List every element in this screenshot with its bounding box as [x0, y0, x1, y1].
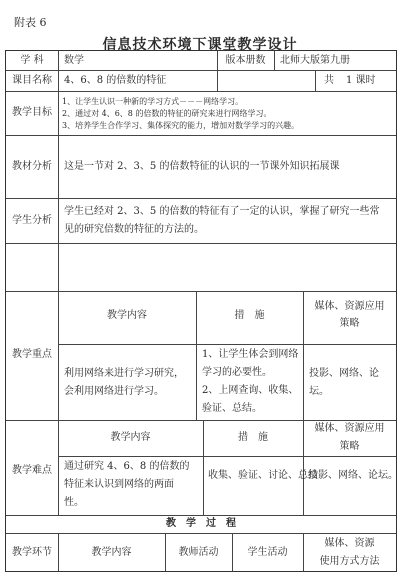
process-col-teacher: 教师活动	[178, 547, 219, 558]
lesson-design-table	[5, 50, 397, 572]
process-col-student: 学生活动	[247, 547, 288, 558]
key-col-measures: 措 施	[234, 310, 265, 321]
key-content: 利用网络来进行学习研究，	[64, 368, 184, 379]
diff-col-content: 教学内容	[110, 432, 151, 443]
key-media: 投影、网络、论	[309, 368, 379, 379]
process-col-media: 媒体、资源	[324, 538, 375, 549]
diff-measures: 收集、验证、讨论、总结	[208, 470, 318, 481]
diff-col-media: 策略	[339, 441, 360, 452]
goal-item: 3、培养学生合作学习、集体探究的能力，增加对数学学习的兴趣。	[62, 121, 300, 130]
key-measure: 1、让学生体会到网络	[202, 349, 299, 360]
difficulties-label: 教学难点	[12, 465, 52, 476]
diff-content: 通过研究 4、6、8 的倍数的	[64, 461, 190, 472]
edition-value: 北师大版第九册	[280, 55, 350, 66]
key-col-media: 媒体、资源应用	[314, 301, 385, 312]
edition-label: 版本册数	[225, 55, 266, 66]
document-title: 信息技术环境下课堂教学设计	[102, 37, 298, 53]
process-title: 教 学 过 程	[166, 518, 236, 529]
material-label: 教材分析	[12, 161, 52, 172]
process-col-media: 使用方式方法	[319, 556, 380, 567]
key-measure: 学习的必要性。	[202, 367, 272, 378]
subject-label: 学 科	[20, 55, 44, 66]
lesson-value: 4、6、8 的倍数的特征	[64, 75, 167, 86]
hours-label: 共	[324, 75, 334, 86]
hours-value: 1 课时	[346, 75, 376, 86]
diff-content: 特征来认识到网络的两面	[64, 479, 174, 490]
goals-label: 教学目标	[12, 107, 52, 118]
process-col-content: 教学内容	[91, 547, 132, 558]
subject-value: 数学	[64, 55, 84, 66]
student-label: 学生分析	[12, 215, 52, 226]
key-measure: 2、上网查询、收集、	[202, 385, 299, 396]
lesson-label: 课目名称	[12, 75, 52, 86]
goal-item: 2、通过对 4、6、8 的倍数的特征的研究来进行网络学习。	[62, 109, 272, 118]
material-text: 这是一节对 2、3、5 的倍数特征的认识的一节课外知识拓展课	[64, 161, 340, 172]
diff-content: 性。	[64, 497, 84, 508]
key-content: 会利用网络进行学习。	[64, 386, 164, 397]
goal-item: 1、让学生认识一种新的学习方式－－－网络学习。	[62, 97, 244, 106]
student-text: 学生已经对 2、3、5 的倍数的特征有了一定的认识，掌握了研究一些常	[64, 206, 380, 217]
diff-col-media: 媒体、资源应用	[314, 423, 385, 434]
key-col-content: 教学内容	[107, 310, 147, 321]
diff-col-measures: 措 施	[238, 432, 268, 443]
key-col-media: 策略	[339, 318, 360, 329]
key-measure: 验证、总结。	[202, 403, 262, 414]
student-text: 见的研究倍数的特征的方法的。	[64, 224, 204, 235]
diff-media: 投影、网络、论坛。	[308, 470, 398, 481]
key-points-label: 教学重点	[12, 349, 52, 360]
process-col-stage: 教学环节	[12, 547, 52, 558]
key-media: 坛。	[309, 386, 329, 397]
annex-label: 附表 6	[14, 16, 47, 29]
